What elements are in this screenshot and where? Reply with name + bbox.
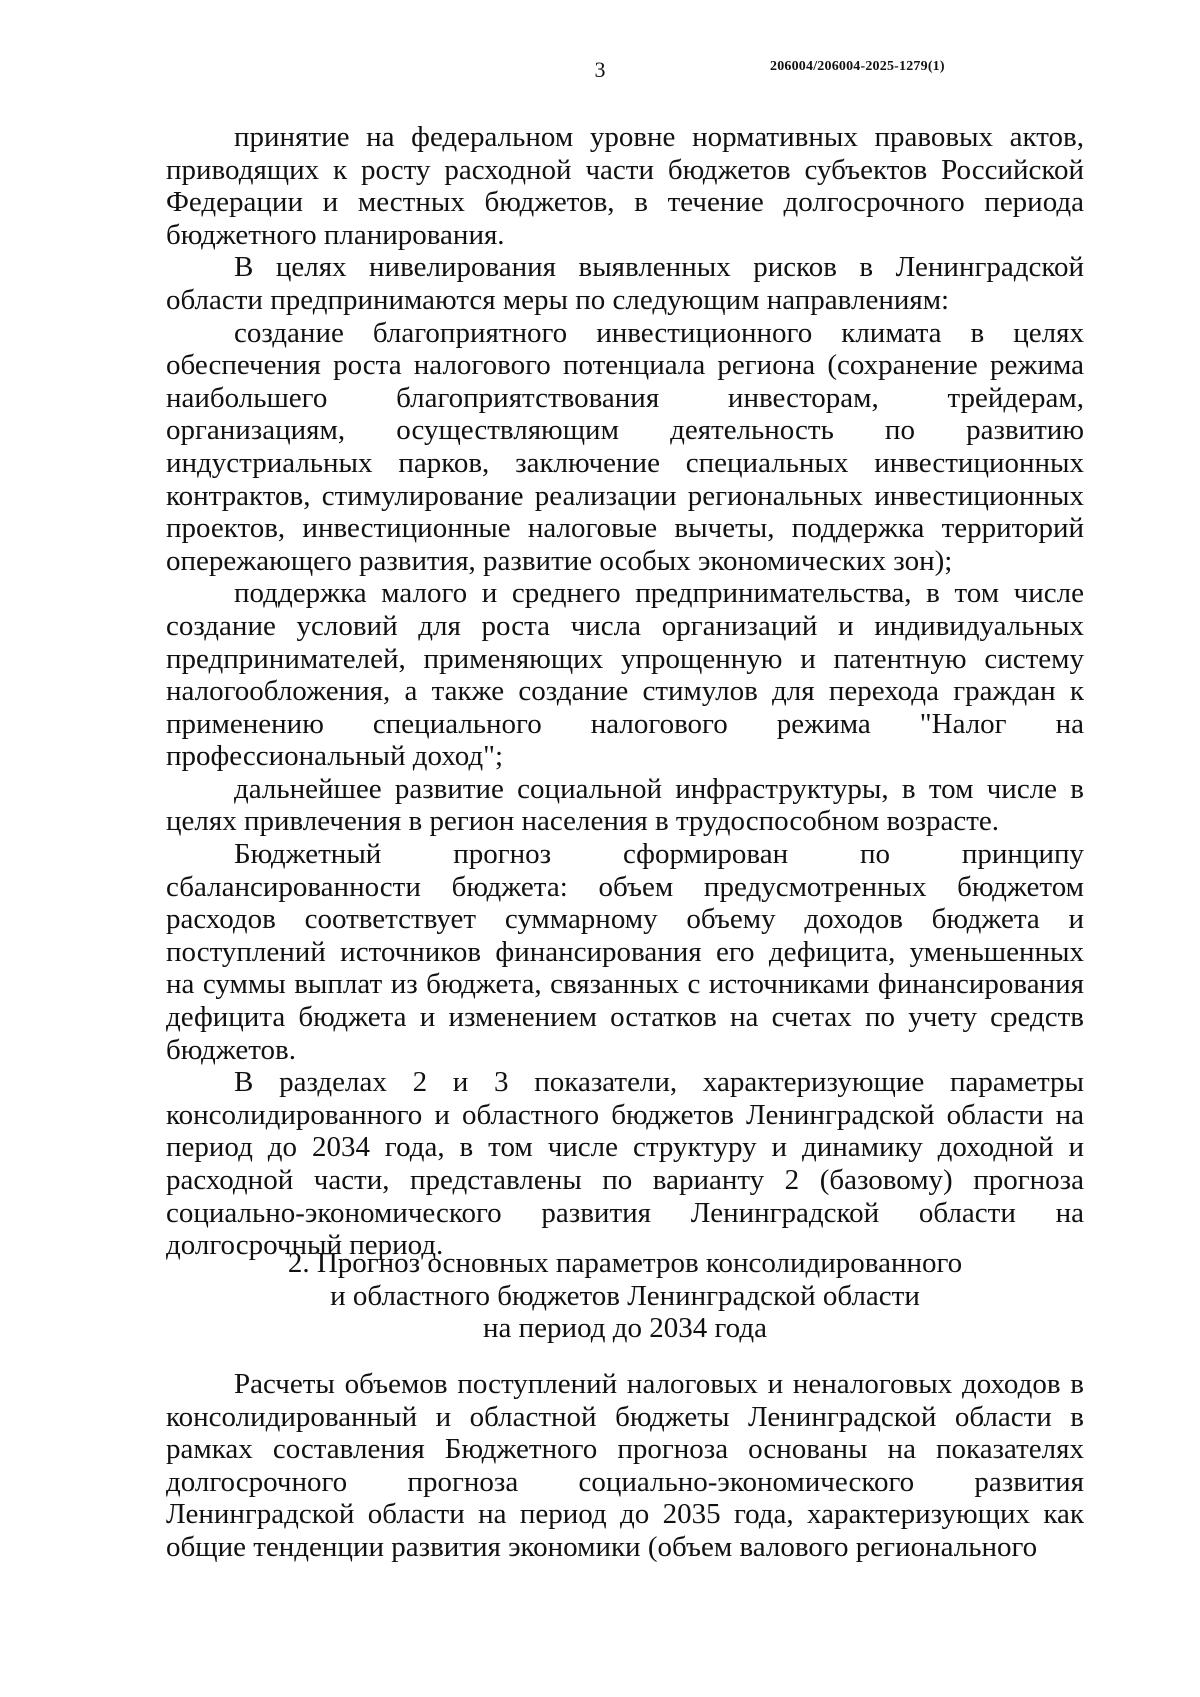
section-heading-line: на период до 2034 года bbox=[483, 1312, 767, 1345]
paragraph: В разделах 2 и 3 показатели, характеризующие параметры консолидированного и областного бюджетов Ленинградской области на период до 2034 года, в том числе структуру и динамику доходной и расходной части, представлены по варианту 2 (базовому) прогноза социально-экономического развития Ленинградской области на долгосрочный период. bbox=[166, 1066, 1084, 1262]
section-heading-line: и областного бюджетов Ленинградской области bbox=[330, 1279, 920, 1312]
paragraph: В целях нивелирования выявленных рисков в Ленинградской области предпринимаются меры по следующим направлениям: bbox=[166, 251, 1084, 316]
paragraph: Бюджетный прогноз сформирован по принципу сбалансированности бюджета: объем предусмотренных бюджетом расходов соответствует суммарному объему доходов бюджета и поступлений источников финансирования его дефицита, уменьшенных на суммы выплат из бюджета, связанных с источниками финансирования дефицита бюджета и изменением остатков на счетах по учету средств бюджетов. bbox=[166, 838, 1084, 1066]
paragraph: поддержка малого и среднего предпринимательства, в том числе создание условий для роста числа организаций и индивидуальных предпринимателей, применяющих упрощенную и патентную систему налогообложения, а также создание стимулов для перехода граждан к применению специального налогового режима "Налог на профессиональный доход"; bbox=[166, 577, 1084, 773]
paragraph: Расчеты объемов поступлений налоговых и неналоговых доходов в консолидированный и областной бюджеты Ленинградской области в рамках составления Бюджетного прогноза основаны на показателях долгосрочного прогноза социально-экономического развития Ленинградской области на период до 2035 года, характеризующих как общие тенденции развития экономики (объем валового регионального bbox=[166, 1368, 1084, 1563]
paragraph: принятие на федеральном уровне нормативных правовых актов, приводящих к росту расходной части бюджетов субъектов Российской Федерации и местных бюджетов, в течение долгосрочного периода бюджетного планирования. bbox=[166, 121, 1084, 251]
paragraph: создание благоприятного инвестиционного климата в целях обеспечения роста налогового потенциала региона (сохранение режима наибольшего благоприятствования инвесторам, трейдерам, организациям, осуществляющим деятельность по развитию индустриальных парков, заключение специальных инвестиционных контрактов, стимулирование реализации региональных инвестиционных проектов, инвестиционные налоговые вычеты, поддержка территорий опережающего развития, развитие особых экономических зон); bbox=[166, 316, 1084, 577]
paragraph: дальнейшее развитие социальной инфраструктуры, в том числе в целях привлечения в регион населения в трудоспособном возрасте. bbox=[166, 772, 1084, 838]
document-id: 206004/206004-2025-1279(1) bbox=[770, 59, 945, 74]
body-text bbox=[166, 121, 1084, 1262]
section-body-text bbox=[166, 1368, 1084, 1564]
section-heading-line: 2. Прогноз основных параметров консолидированного bbox=[287, 1247, 963, 1279]
section-heading bbox=[166, 1247, 1084, 1345]
page-number: 3 bbox=[594, 57, 606, 82]
